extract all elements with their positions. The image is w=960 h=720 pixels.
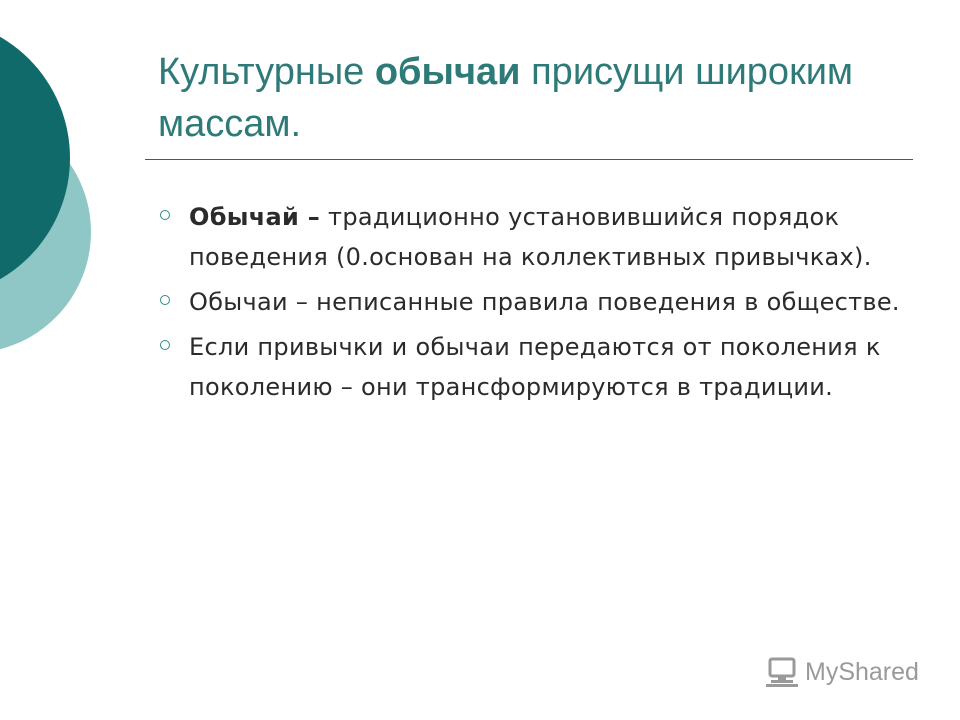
- circle-bullet-icon: [160, 295, 170, 305]
- title-divider: [145, 159, 913, 160]
- bullet-item: Обычаи – неписанные правила поведения в обществе.: [160, 282, 920, 322]
- circle-bullet-icon: [160, 340, 170, 350]
- decorative-circles: [0, 0, 140, 400]
- bullet-list: [160, 197, 920, 412]
- circle-bullet-icon: [160, 210, 170, 220]
- bullet-item: Обычай – традиционно установившийся порядок поведения (0.основан на коллективных привычках).: [160, 197, 920, 277]
- bullet-item: Если привычки и обычаи передаются от поколения к поколению – они трансформируются в традиции.: [160, 327, 920, 407]
- slide-title: Культурные обычаи присущи широким массам.: [158, 51, 854, 145]
- watermark-text: MyShared: [805, 657, 919, 686]
- computer-icon: [765, 656, 801, 688]
- watermark-logo: [765, 656, 919, 688]
